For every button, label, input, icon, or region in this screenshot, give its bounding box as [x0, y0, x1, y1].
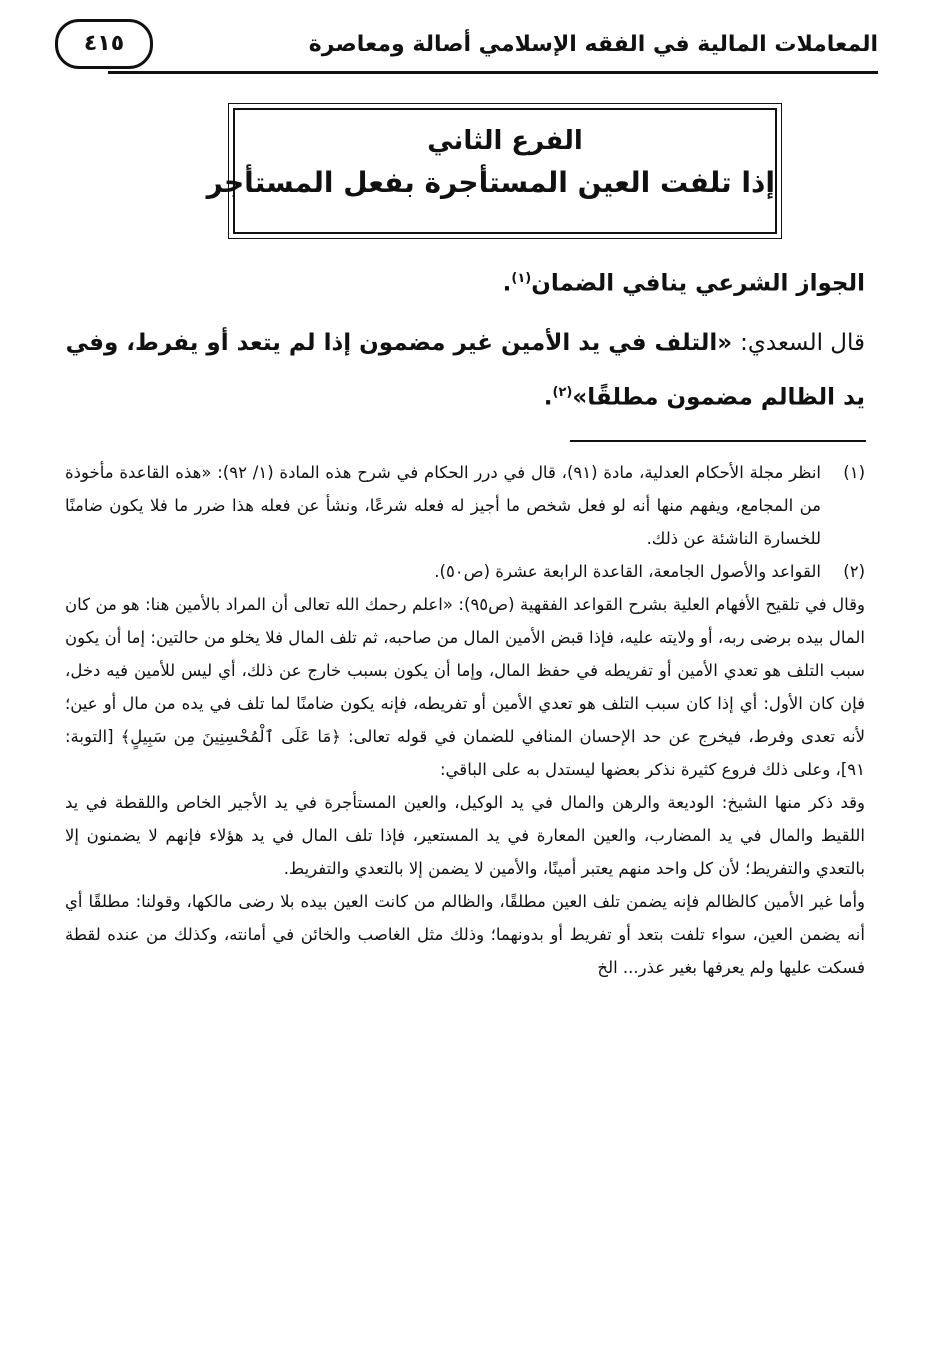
body-paragraph-1: الجواز الشرعي ينافي الضمان$^{(١)}$.	[502, 270, 865, 297]
footnote-ref: (١)	[511, 271, 532, 286]
running-header	[108, 28, 878, 84]
section-title: إذا تلفت العين المستأجرة بفعل المستأجر	[206, 166, 775, 199]
header-rule	[108, 71, 878, 74]
footnote-paragraph: وقد ذكر منها الشيخ: الوديعة والرهن والمال في يد الوكيل، والعين المستأجرة في يد الأجير الخاص واللقطة في يد اللقيط والمال في يد المضارب، والعين المعارة في يد المستعير، فإذا تلف المال في يد هؤلاء فإنهم لا يضمنون إلا بالتعدي والتفريط؛ لأن كل واحد منهم يعتبر أمينًا، والأمين لا يضمن إلا بالتعدي والتفريط.	[65, 793, 865, 878]
footnote-text: القواعد والأصول الجامعة، القاعدة الرابعة عشرة (ص٥٠).	[434, 562, 821, 581]
footnote-continuation	[65, 588, 865, 984]
quote-lead: قال السعدي:	[740, 330, 865, 356]
footnote-ref: (٢)	[552, 385, 573, 400]
book-title: المعاملات المالية في الفقه الإسلامي أصالة ومعاصرة	[308, 32, 878, 57]
footnote-paragraph: وأما غير الأمين كالظالم فإنه يضمن تلف العين مطلقًا، والظالم من كانت العين بيده بلا رضى مالكها، وقولنا: مطلقًا أي أنه يضمن العين، سواء تلفت بتعد أو تفريط أو بدونهما؛ وذلك مثل الغاصب والخائن في أمانته، وكذلك من عنده لقطة فسكت عليها ولم يعرفها بغير عذر... الخ	[65, 892, 865, 977]
body-text: الجواز الشرعي ينافي الضمان	[531, 270, 865, 297]
footnote-separator	[570, 440, 866, 442]
section-heading-box	[206, 108, 777, 234]
section-label: الفرع الثاني	[427, 126, 583, 156]
page-number: ٤١٥	[55, 19, 153, 69]
footnote-text: انظر مجلة الأحكام العدلية، مادة (٩١)، قال في درر الحكام في شرح هذه المادة (١/ ٩٢): «هذه القاعدة مأخوذة من المجامع، ويفهم منها أنه لو فعل شخص ما أجيز له فعله شرعًا، ونشأ عن فعله هذا ضرر ما فلا يكون ضامنًا للخسارة الناشئة عن ذلك.	[65, 463, 821, 548]
quote-text: «التلف في يد الأمين غير مضمون إذا لم يتعد أو يفرط، وفي يد الظالم مضمون مطلقًا»	[65, 330, 865, 411]
body-paragraph-2: قال السعدي: «التلف في يد الأمين غير مضمون إذا لم يتعد أو يفرط، وفي يد الظالم مضمون مطلقًا»$^{(٢)}$.	[65, 330, 865, 411]
footnote-number: (١)	[843, 463, 865, 482]
footnote	[65, 555, 865, 588]
footnote-paragraph: وقال في تلقيح الأفهام العلية بشرح القواعد الفقهية (ص٩٥): «اعلم رحمك الله تعالى أن المراد بالأمين هنا: هو من كان المال بيده برضى ربه، أو ولايته عليه، فإذا قبض الأمين المال من صاحبه، ثم تلف المال فلا يخلو من حالتين: إما أن يكون سبب التلف هو تعدي الأمين أو تفريطه في حفظ المال، وإما أن يكون بسبب خارج عن ذلك، أي ليس للأمين فيه دخل، فإن كان الأول: أي إذا كان سبب التلف هو تعدي الأمين أو تفريطه، فإنه يكون ضامنًا لما تلف في يده من مال أو عين؛ لأنه تعدى وفرط، فيخرج عن حد الإحسان المنافي للضمان في قوله تعالى: ﴿مَا عَلَى ٱلْمُحْسِنِينَ مِن سَبِيلٍ﴾ [التوبة: ٩١]، وعلى ذلك فروع كثيرة نذكر بعضها ليستدل به على الباقي:	[65, 595, 865, 779]
footnotes	[65, 456, 865, 984]
footnote-number: (٢)	[843, 562, 865, 581]
footnote	[65, 456, 865, 555]
